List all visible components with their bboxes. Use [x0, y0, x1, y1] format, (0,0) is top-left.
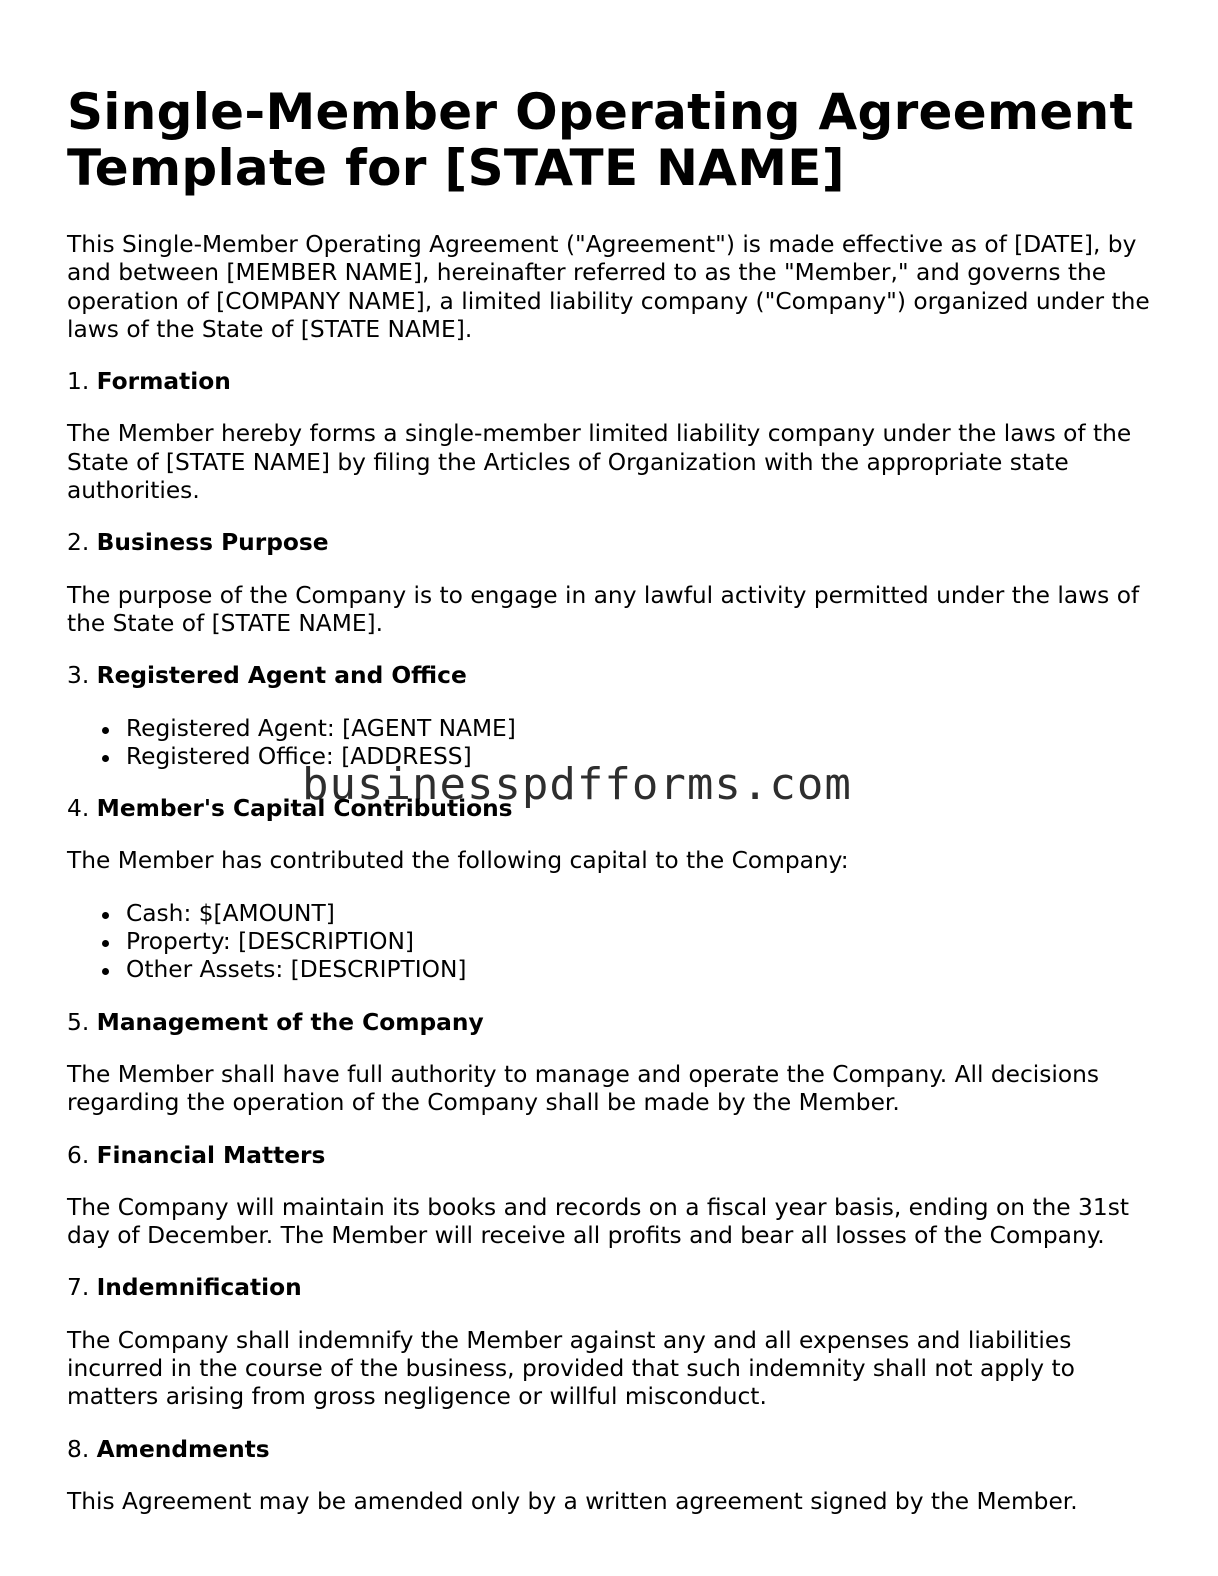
- section-title: Financial Matters: [96, 1141, 326, 1169]
- section-title: Indemnification: [96, 1274, 302, 1302]
- section-text-financial-matters: The Company will maintain its books and records on a fiscal year basis, ending on the 31st day of December. The Member will receive all profits and bear all losses of the Company.: [67, 1193, 1129, 1250]
- intro-paragraph: This Single-Member Operating Agreement ("Agreement") is made effective as of [DATE], by and between [MEMBER NAME], hereinafter referred to as the "Member," and governs the operation of [COMPANY NAME], a limited liability company ("Company") organized under the laws of the State of [STATE NAME].: [67, 231, 1150, 343]
- section-title: Member's Capital Contributions: [96, 795, 513, 823]
- section-title: Registered Agent and Office: [96, 662, 467, 690]
- section-heading-business-purpose: [67, 529, 1152, 557]
- section-title: Business Purpose: [96, 529, 329, 557]
- list-item: Property: [DESCRIPTION]: [126, 928, 1152, 956]
- list-item: Registered Office: [ADDRESS]: [126, 743, 1152, 771]
- section-number: 3.: [67, 662, 90, 690]
- section-heading-formation: [67, 368, 1152, 396]
- section-title: Amendments: [96, 1435, 270, 1463]
- section-text-capital-contributions: The Member has contributed the following capital to the Company:: [67, 847, 849, 875]
- list-item: Cash: $[AMOUNT]: [126, 900, 1152, 928]
- section-text-indemnification: The Company shall indemnify the Member against any and all expenses and liabilities incurred in the course of the business, provided that such indemnity shall not apply to matters arising from gross negligence or willful misconduct.: [67, 1326, 1075, 1411]
- section-number: 8.: [67, 1435, 90, 1463]
- section-number: 4.: [67, 795, 90, 823]
- section-title: Management of the Company: [96, 1008, 484, 1036]
- registered-agent-list: [67, 715, 1152, 772]
- section-heading-management: [67, 1009, 1152, 1037]
- section-number: 5.: [67, 1008, 90, 1036]
- watermark-text: businesspdfforms.com: [302, 759, 852, 810]
- document-page: [67, 84, 1152, 1540]
- section-text-formation: The Member hereby forms a single-member limited liability company under the laws of the State of [STATE NAME] by filing the Articles of Organization with the appropriate state authorities.: [67, 420, 1132, 505]
- section-heading-financial-matters: [67, 1142, 1152, 1170]
- capital-contributions-list: [67, 900, 1152, 985]
- section-number: 7.: [67, 1274, 90, 1302]
- section-number: 2.: [67, 529, 90, 557]
- section-text-business-purpose: The purpose of the Company is to engage in any lawful activity permitted under the laws of the State of [STATE NAME].: [67, 581, 1140, 637]
- list-item: Other Assets: [DESCRIPTION]: [126, 956, 1152, 984]
- section-heading-amendments: [67, 1436, 1152, 1464]
- document-title: Single-Member Operating Agreement Template for [STATE NAME]: [67, 83, 1134, 197]
- section-number: 6.: [67, 1141, 90, 1169]
- section-title: Formation: [96, 368, 231, 396]
- section-text-management: The Member shall have full authority to manage and operate the Company. All decisions regarding the operation of the Company shall be made by the Member.: [67, 1060, 1100, 1117]
- section-heading-registered-agent: [67, 662, 1152, 690]
- section-heading-capital-contributions: [67, 795, 1152, 823]
- section-text-amendments: This Agreement may be amended only by a written agreement signed by the Member.: [67, 1487, 1078, 1515]
- section-heading-indemnification: [67, 1274, 1152, 1302]
- list-item: Registered Agent: [AGENT NAME]: [126, 715, 1152, 743]
- section-number: 1.: [67, 368, 90, 396]
